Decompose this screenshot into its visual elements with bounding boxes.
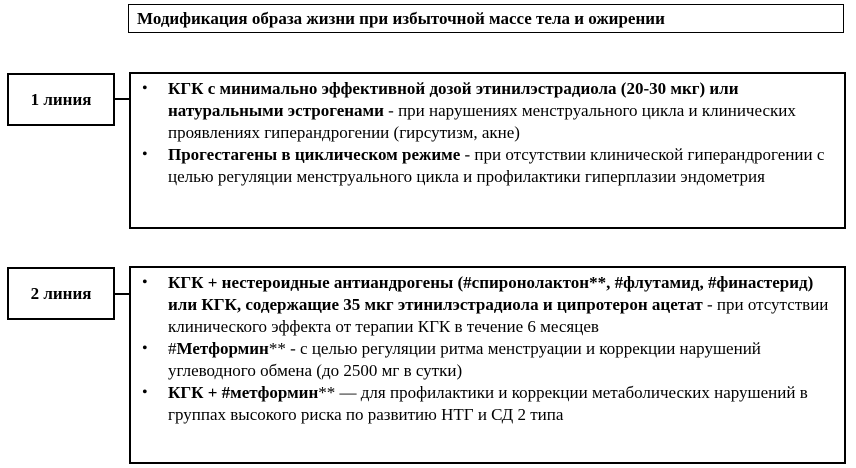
line1-content — [129, 72, 846, 229]
line2-item-3-text: ** — для профилактики и коррекции метаболических нарушений в группах высокого риска по развитию НТГ и СД 2 типа — [168, 383, 808, 424]
line2-item-2-prefix: # — [168, 339, 177, 358]
line2-item-3 — [139, 382, 838, 426]
bullet-icon: • — [142, 80, 148, 97]
bullet-icon: • — [142, 146, 148, 163]
bullet-icon: • — [142, 274, 148, 291]
bullet-icon: • — [142, 340, 148, 357]
line2-item-2-bold: Метформин — [176, 339, 269, 358]
line1-connector — [115, 98, 130, 100]
line2-item-1-text: - при отсутствии клинического эффекта от терапии КГК в течение 6 месяцев — [168, 295, 829, 336]
line2-item-3-bold: КГК + #метформин — [168, 383, 319, 402]
line2-connector — [115, 293, 130, 295]
line2-item-2 — [139, 338, 838, 382]
line2-item-2-text: ** - с целью регуляции ритма менструации и коррекции нарушений углеводного обмена (до 2500 мг в сутки) — [168, 339, 761, 380]
line1-item-2-bold: Прогестагены в циклическом режиме — [168, 145, 461, 164]
line2-item-1 — [139, 272, 838, 338]
page-title: Модификация образа жизни при избыточной массе тела и ожирении — [128, 4, 844, 33]
line1-item-1-text: - при нарушениях менструального цикла и клинических проявлениях гиперандрогении (гирсутизм, акне) — [168, 101, 796, 142]
bullet-icon: • — [142, 384, 148, 401]
line2-content — [129, 266, 846, 464]
line1-item-1 — [139, 78, 838, 144]
line1-item-1-bold: КГК с минимально эффективной дозой этинилэстрадиола (20-30 мкг) или натуральными эстрогенами — [168, 79, 739, 120]
line2-label: 2 линия — [7, 267, 115, 320]
line1-label: 1 линия — [7, 73, 115, 126]
line1-item-2-text: - при отсутствии клинической гиперандрогении с целью регуляции менструального цикла и профилактики гиперплазии эндометрия — [168, 145, 825, 186]
line2-item-1-bold: КГК + нестероидные антиандрогены (#спиронолактон**, #флутамид, #финастерид) или КГК, содержащие 35 мкг этинилэстрадиола и ципротерон ацетат — [168, 273, 814, 314]
line1-item-2 — [139, 144, 838, 188]
line1-list — [139, 78, 838, 188]
line2-list — [139, 272, 838, 426]
